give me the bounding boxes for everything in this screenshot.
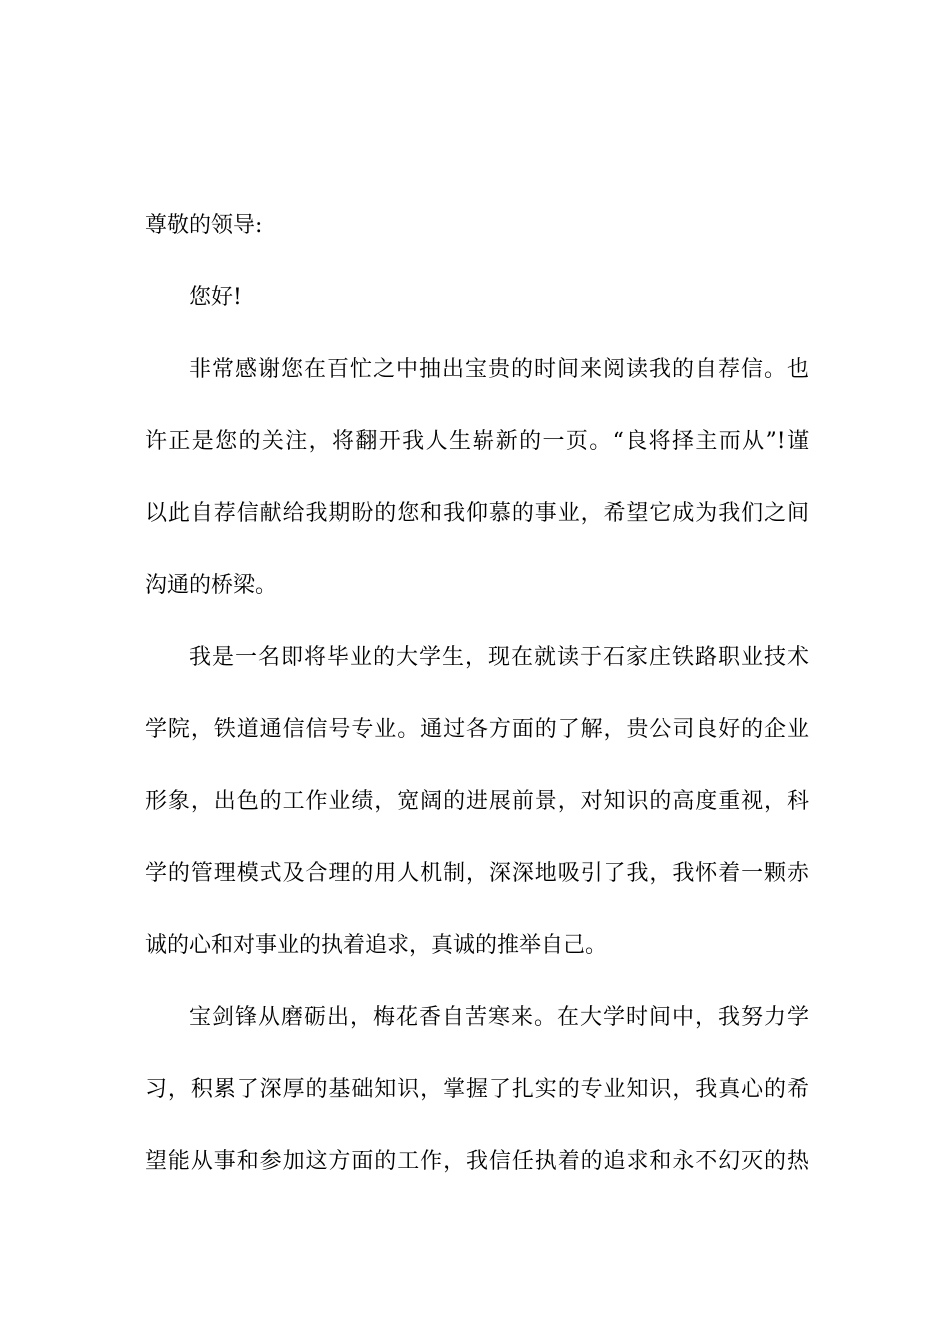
paragraph-3	[145, 992, 809, 1208]
greeting: 您好!	[189, 285, 242, 310]
paragraph-line: 习，积累了深厚的基础知识，掌握了扎实的专业知识，我真心的希	[145, 1077, 809, 1102]
paragraph-line: 学的管理模式及合理的用人机制，深深地吸引了我，我怀着一颗赤	[145, 861, 809, 886]
paragraph-line: 沟通的桥梁。	[145, 573, 278, 598]
cover-letter-body	[145, 200, 809, 1208]
paragraph-line: 非常感谢您在百忙之中抽出宝贵的时间来阅读我的自荐信。也	[189, 357, 809, 382]
paragraph-line: 以此自荐信献给我期盼的您和我仰慕的事业，希望它成为我们之间	[145, 501, 809, 526]
paragraph-line: 宝剑锋从磨砺出，梅花香自苦寒来。在大学时间中，我努力学	[189, 1005, 809, 1030]
paragraph-line: 许正是您的关注，将翻开我人生崭新的一页。“良将择主而从”!谨	[145, 429, 809, 454]
paragraph-line: 形象，出色的工作业绩，宽阔的进展前景，对知识的高度重视，科	[145, 789, 809, 814]
paragraph-line: 望能从事和参加这方面的工作，我信任执着的追求和永不幻灭的热	[145, 1149, 809, 1174]
paragraph-line: 诚的心和对事业的执着追求，真诚的推举自己。	[145, 933, 608, 958]
paragraph-1	[145, 344, 809, 632]
paragraph-2	[145, 632, 809, 992]
paragraph-line: 学院，铁道通信信号专业。通过各方面的了解，贵公司良好的企业	[145, 717, 809, 742]
salutation: 尊敬的领导:	[145, 213, 263, 238]
paragraph-line: 我是一名即将毕业的大学生，现在就读于石家庄铁路职业技术	[189, 645, 809, 670]
